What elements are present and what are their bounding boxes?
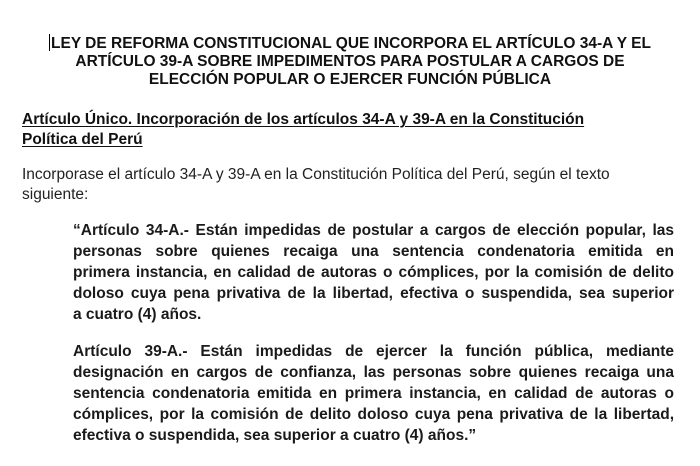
article-34a-line-1: “Artículo 34-A.- Están impedidas de postular a cargos de elección popular, las — [73, 222, 674, 239]
law-title-line-3: ELECCIÓN POPULAR O EJERCER FUNCIÓN PÚBLICA — [148, 71, 552, 88]
law-title-line-2: ARTÍCULO 39-A SOBRE IMPEDIMENTOS PARA POSTULAR A CARGOS DE — [75, 53, 625, 70]
intro-paragraph — [22, 165, 672, 205]
article-39a-line-2: designación en cargos de confianza, las personas sobre quienes recaiga una — [73, 364, 674, 381]
article-heading — [22, 110, 662, 150]
article-34a-line-2: personas sobre quienes recaiga una sentencia condenatoria emitida en — [73, 243, 674, 260]
text-cursor — [49, 34, 50, 51]
article-heading-line-2-text: Política del Perú — [22, 131, 143, 148]
article-39a-line-4: cómplices, por la comisión de delito doloso cuya pena privativa de la libertad, — [73, 406, 674, 423]
article-heading-line-1-text: Artículo Único. Incorporación de los artículos 34-A y 39-A en la Constitución — [22, 111, 585, 128]
article-34a-line-5: a cuatro (4) años. — [73, 306, 202, 323]
article-39a-line-3: sentencia condenatoria emitida en primera instancia, en calidad de autoras o — [73, 385, 674, 402]
article-heading-line-2 — [22, 130, 662, 150]
law-title-line-1 — [28, 34, 672, 53]
intro-line-1: Incorporase el artículo 34-A y 39-A en la Constitución Política del Perú, según el texto — [22, 166, 610, 183]
law-title — [28, 34, 672, 89]
article-34a-line-4: doloso cuya pena privativa de la libertad, efectiva o suspendida, sea superior — [73, 285, 674, 302]
article-39a-line-5: efectiva o suspendida, sea superior a cuatro (4) años.” — [73, 427, 477, 444]
article-34a-line-3: primera instancia, en calidad de autoras o cómplices, por la comisión de delito — [73, 264, 674, 281]
law-title-line-1-text: LEY DE REFORMA CONSTITUCIONAL QUE INCORPORA EL ARTÍCULO 34-A Y EL — [51, 35, 651, 52]
article-heading-line-1 — [22, 110, 662, 130]
article-39a-paragraph — [73, 341, 674, 446]
article-34a-paragraph — [73, 220, 674, 325]
article-39a-line-1: Artículo 39-A.- Están impedidas de ejercer la función pública, mediante — [73, 343, 674, 360]
intro-line-2: siguiente: — [22, 186, 89, 203]
